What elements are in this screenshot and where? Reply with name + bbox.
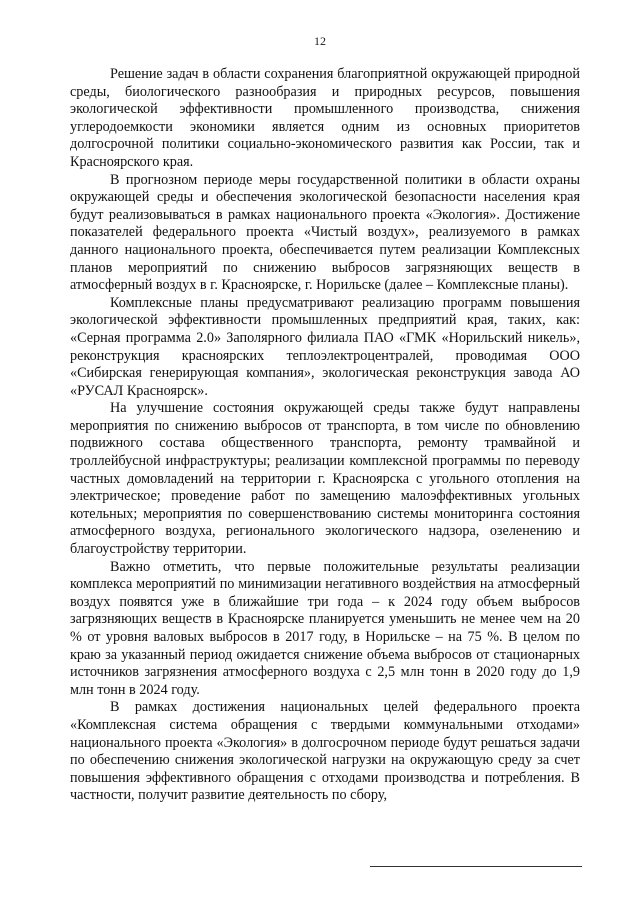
paragraph-ecology-project: В прогнозном периоде меры государственной политики в области охраны окружающей среды и обеспечения экологической безопасности населения края будут реализовываться в рамках национального проекта «Экология». Достижение показателей федерального проекта «Чистый воздух», реализуемого в рамках данного национального проекта, обеспечивается путем реализации Комплексных планов мероприятий по снижению выбросов загрязняющих веществ в атмосферный воздух в г. Красноярске, г. Норильске (далее – Комплексные планы). <box>70 171 580 294</box>
page-number: 12 <box>314 34 326 48</box>
paragraph-environment-priorities: Решение задач в области сохранения благоприятной окружающей природной среды, биологического разнообразия и природных ресурсов, повышения экологической эффективности промышленного производства, снижения углеродоемкости экономики является одним из основных приоритетов долгосрочной политики социально-экономического развития как России, так и Красноярского края. <box>70 66 580 170</box>
paragraph-emission-results: Важно отметить, что первые положительные результаты реализации комплекса мероприятий по минимизации негативного воздействия на атмосферный воздух появятся уже в ближайшие три года – к 2024 году объем выбросов загрязняющих веществ в Красноярске планируется уменьшить не менее чем на 20 % от уровня валовых выбросов в 2017 году, в Норильске – на 75 %. В целом по краю за указанный период ожидается снижение объема выбросов от стационарных источников загрязнения атмосферного воздуха с 2,5 млн тонн в 2020 году до 1,9 млн тонн в 2024 году. <box>70 558 580 698</box>
paragraph-transport-measures: На улучшение состояния окружающей среды также будут направлены мероприятия по снижению выбросов от транспорта, в том числе по обновлению подвижного состава общественного транспорта, ремонту трамвайной и троллейбусной инфраструктуры; реализации комплексной программы по переводу частных домовладений на территории г. Красноярска с угольного отопления на электрическое; проведение работ по замещению малоэффективных угольных котельных; мероприятия по совершенствованию системы мониторинга состояния атмосферного воздуха, регионального экологического надзора, озеленению и благоустройству территории. <box>70 400 580 558</box>
footer-divider-line <box>370 866 582 867</box>
paragraph-waste-management: В рамках достижения национальных целей федерального проекта «Комплексная система обращения с твердыми коммунальными отходами» национального проекта «Экология» в долгосрочном периоде будут решаться задачи по обеспечению снижения экологической нагрузки на окружающую среду за счет повышения эффективного обращения с отходами производства и потребления. В частности, получит развитие деятельность по сбору, <box>70 699 580 804</box>
document-body <box>70 66 580 805</box>
paragraph-complex-plans: Комплексные планы предусматривают реализацию программ повышения экологической эффективности промышленных предприятий края, таких, как: «Серная программа 2.0» Заполярного филиала ПАО «ГМК «Норильский никель», реконструкция красноярских теплоэлектроцентралей, проводимая ООО «Сибирская генерирующая компания», экологическая реконструкция завода АО «РУСАЛ Красноярск». <box>70 294 580 399</box>
